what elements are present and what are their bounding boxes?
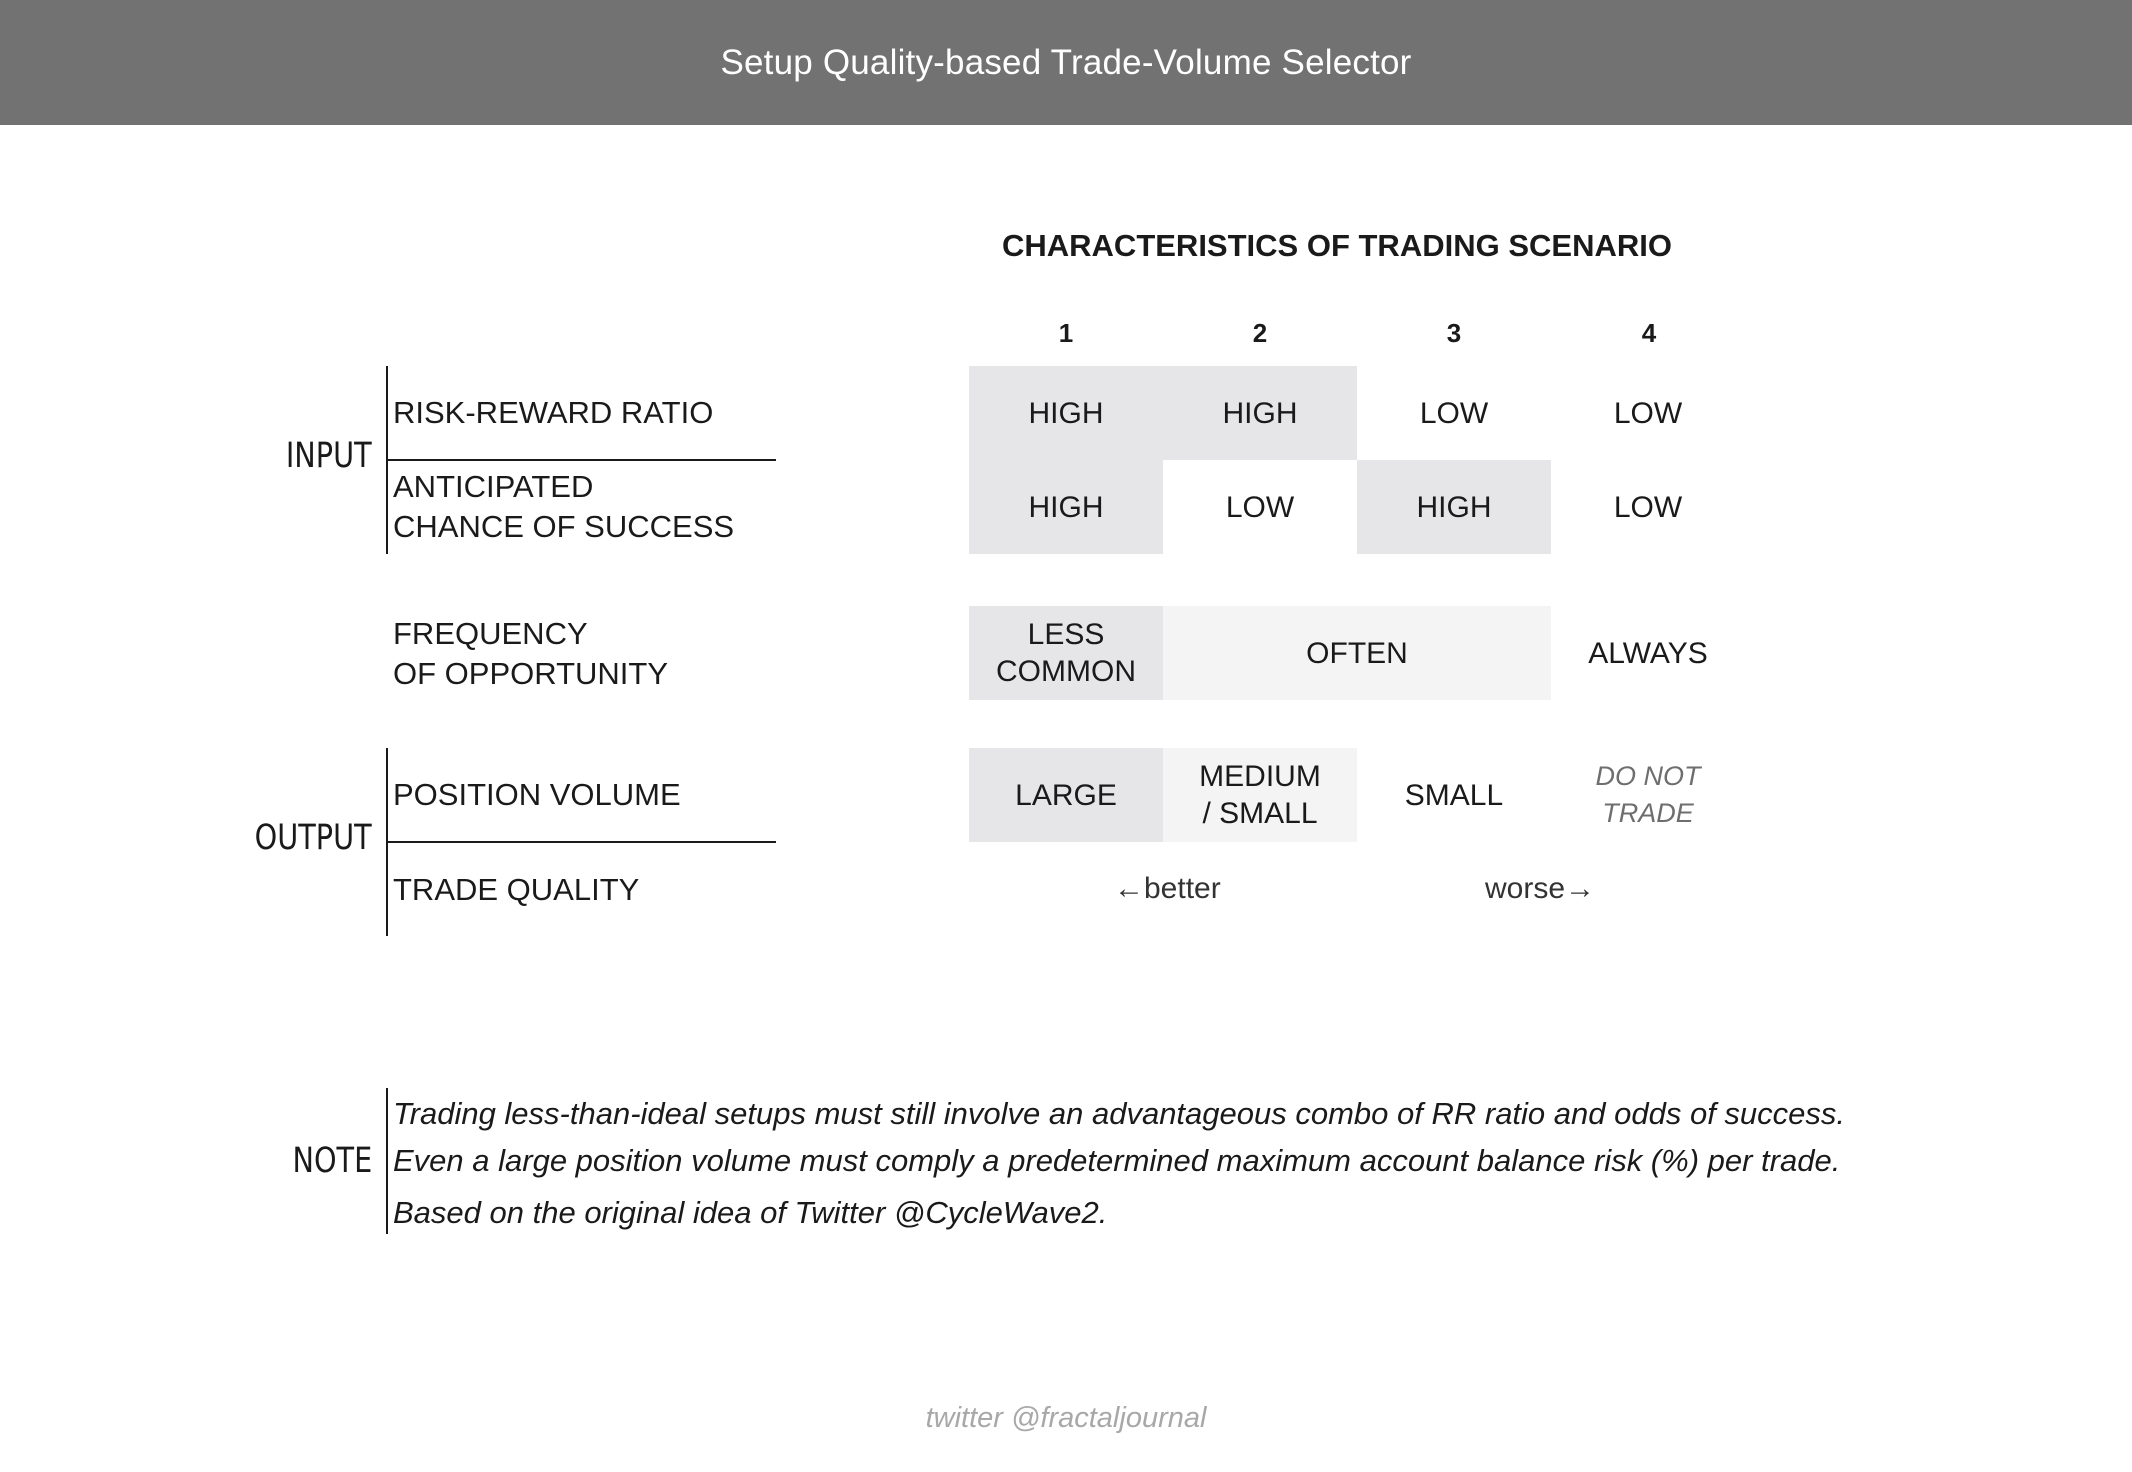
column-number-2: 2 [1252, 318, 1268, 348]
footer-credit: twitter @fractaljournal [925, 1402, 1207, 1434]
do-not-trade-line1: DO NOT [1595, 761, 1701, 791]
column-number-1: 1 [1058, 318, 1074, 348]
frequency-cell-always [1551, 606, 1745, 700]
input-divider [386, 459, 776, 461]
rr-cell-1 [969, 366, 1163, 460]
position-volume-label: POSITION VOLUME [393, 777, 681, 812]
rr-value-2: HIGH [1222, 396, 1298, 430]
volume-cell-do-not-trade [1551, 748, 1745, 842]
rr-cell-4 [1551, 366, 1745, 460]
volume-cell-medium [1163, 748, 1357, 842]
input-group-label: INPUT [286, 436, 372, 476]
rr-cell-3 [1357, 366, 1551, 460]
frequency-cell-often [1163, 606, 1551, 700]
section-title: CHARACTERISTICS OF TRADING SCENARIO [1002, 228, 1672, 263]
better-arrow-label: ←better [1114, 872, 1221, 905]
frequency-label-line2: OF OPPORTUNITY [393, 656, 669, 691]
worse-arrow-label: worse→ [1485, 872, 1596, 905]
small-value: SMALL [1404, 778, 1504, 812]
column-number-3: 3 [1446, 318, 1462, 348]
always-value: ALWAYS [1588, 636, 1708, 670]
rr-value-3: LOW [1419, 396, 1489, 430]
chance-cell-1 [969, 460, 1163, 554]
rr-value-1: HIGH [1028, 396, 1104, 430]
header-bar [0, 0, 2132, 125]
less-common-line2: COMMON [996, 655, 1136, 688]
chance-cell-4 [1551, 460, 1745, 554]
chance-value-3: HIGH [1416, 490, 1492, 524]
output-group-label: OUTPUT [255, 818, 372, 858]
medium-line2: / SMALL [1202, 797, 1318, 830]
often-value: OFTEN [1306, 636, 1408, 670]
medium-line1: MEDIUM [1199, 760, 1321, 793]
note-bracket-line [386, 1088, 388, 1234]
column-number-4: 4 [1641, 318, 1657, 348]
note-line-1: Trading less-than-ideal setups must still involve an advantageous combo of RR ratio and odds of success. [393, 1096, 1846, 1131]
do-not-trade-line2: TRADE [1602, 798, 1694, 828]
chance-value-2: LOW [1225, 490, 1295, 524]
rr-value-4: LOW [1613, 396, 1683, 430]
chance-label-line1: ANTICIPATED [393, 469, 594, 504]
note-line-3: Based on the original idea of Twitter @CycleWave2. [393, 1195, 1108, 1230]
note-group-label: NOTE [292, 1141, 372, 1181]
large-value: LARGE [1015, 778, 1117, 812]
page-title: Setup Quality-based Trade-Volume Selector [720, 42, 1412, 82]
risk-reward-label: RISK-REWARD RATIO [393, 395, 714, 430]
chance-value-1: HIGH [1028, 490, 1104, 524]
chance-value-4: LOW [1613, 490, 1683, 524]
chance-cell-3 [1357, 460, 1551, 554]
trade-quality-label: TRADE QUALITY [393, 872, 640, 907]
less-common-line1: LESS [1027, 618, 1105, 651]
frequency-label-line1: FREQUENCY [393, 616, 588, 651]
output-divider [386, 841, 776, 843]
volume-cell-small [1357, 748, 1551, 842]
note-line-2: Even a large position volume must comply a predetermined maximum account balance risk (%) per trade. [393, 1143, 1841, 1178]
chance-label-line2: CHANCE OF SUCCESS [393, 509, 735, 544]
rr-cell-2 [1163, 366, 1357, 460]
volume-cell-large [969, 748, 1163, 842]
chance-cell-2 [1163, 460, 1357, 554]
frequency-cell-less-common [969, 606, 1163, 700]
